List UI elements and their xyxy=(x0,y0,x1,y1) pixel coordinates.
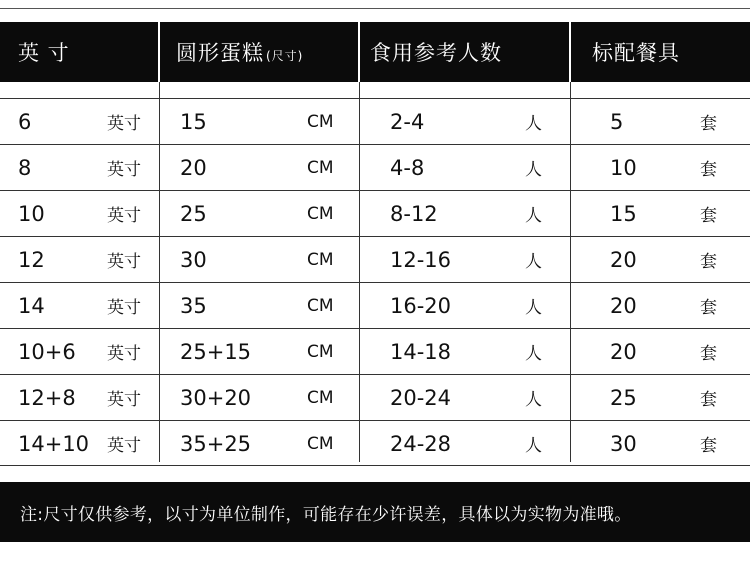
table-row xyxy=(0,190,750,236)
people-value: 12-16 xyxy=(390,247,452,272)
header-tableware xyxy=(592,22,680,82)
inch-unit: 英寸 xyxy=(107,344,141,364)
sets-unit: 套 xyxy=(700,390,717,410)
inch-unit: 英寸 xyxy=(107,390,141,410)
header-servings-label: 食用参考人数 xyxy=(370,41,502,65)
cm-value: 30 xyxy=(180,247,207,272)
people-value: 4-8 xyxy=(390,155,425,180)
inch-unit: 英寸 xyxy=(107,252,141,272)
people-unit: 人 xyxy=(525,298,542,318)
cm-value: 35+25 xyxy=(180,431,252,456)
table-row xyxy=(0,98,750,144)
table-row xyxy=(0,328,750,374)
cm-value: 30+20 xyxy=(180,385,252,410)
people-value: 24-28 xyxy=(390,431,452,456)
inch-unit: 英寸 xyxy=(107,114,141,134)
cm-unit: CM xyxy=(307,433,334,454)
people-unit: 人 xyxy=(525,436,542,456)
sets-value: 20 xyxy=(610,293,637,318)
sets-value: 10 xyxy=(610,155,637,180)
people-unit: 人 xyxy=(525,114,542,134)
header-tableware-label: 标配餐具 xyxy=(592,41,680,65)
sets-unit: 套 xyxy=(700,206,717,226)
table-row xyxy=(0,374,750,420)
size-table-body xyxy=(0,98,750,466)
inch-value: 10+6 xyxy=(18,339,76,364)
sets-unit: 套 xyxy=(700,298,717,318)
header-inch-label: 英 寸 xyxy=(18,41,70,65)
table-row xyxy=(0,420,750,466)
footer-note: 注:尺寸仅供参考，以寸为单位制作，可能存在少许误差，具体以为实物为准哦。 xyxy=(20,504,632,525)
sets-value: 5 xyxy=(610,109,624,134)
people-unit: 人 xyxy=(525,390,542,410)
people-value: 14-18 xyxy=(390,339,452,364)
inch-unit: 英寸 xyxy=(107,206,141,226)
sets-unit: 套 xyxy=(700,436,717,456)
header-cake-size-note: (尺寸) xyxy=(266,48,304,63)
cm-unit: CM xyxy=(307,111,334,132)
people-value: 2-4 xyxy=(390,109,425,134)
people-value: 8-12 xyxy=(390,201,438,226)
inch-value: 14 xyxy=(18,293,45,318)
people-unit: 人 xyxy=(525,160,542,180)
inch-unit: 英寸 xyxy=(107,160,141,180)
cm-value: 15 xyxy=(180,109,207,134)
header-cake-size xyxy=(176,22,303,82)
header-divider xyxy=(358,22,360,82)
inch-unit: 英寸 xyxy=(107,436,141,456)
header-divider xyxy=(569,22,571,82)
cm-value: 25+15 xyxy=(180,339,252,364)
inch-value: 12+8 xyxy=(18,385,76,410)
table-row xyxy=(0,282,750,328)
sets-value: 25 xyxy=(610,385,637,410)
header-cake-size-label: 圆形蛋糕 xyxy=(176,41,264,65)
cm-unit: CM xyxy=(307,203,334,224)
cm-unit: CM xyxy=(307,341,334,362)
header-inch xyxy=(18,22,70,82)
sets-unit: 套 xyxy=(700,160,717,180)
cm-value: 20 xyxy=(180,155,207,180)
top-rule xyxy=(0,8,750,9)
inch-value: 12 xyxy=(18,247,45,272)
cm-unit: CM xyxy=(307,295,334,316)
people-value: 16-20 xyxy=(390,293,452,318)
cm-unit: CM xyxy=(307,249,334,270)
inch-value: 6 xyxy=(18,109,32,134)
table-row xyxy=(0,236,750,282)
cm-unit: CM xyxy=(307,157,334,178)
people-value: 20-24 xyxy=(390,385,452,410)
header-servings xyxy=(370,22,502,82)
inch-value: 8 xyxy=(18,155,32,180)
people-unit: 人 xyxy=(525,344,542,364)
inch-value: 14+10 xyxy=(18,431,90,456)
header-divider xyxy=(158,22,160,82)
sets-value: 20 xyxy=(610,339,637,364)
sets-value: 20 xyxy=(610,247,637,272)
sets-value: 30 xyxy=(610,431,637,456)
inch-unit: 英寸 xyxy=(107,298,141,318)
table-header xyxy=(0,22,750,82)
header-spacer xyxy=(0,82,750,98)
cm-value: 25 xyxy=(180,201,207,226)
sets-unit: 套 xyxy=(700,252,717,272)
sets-unit: 套 xyxy=(700,344,717,364)
people-unit: 人 xyxy=(525,206,542,226)
footer-note-bar xyxy=(0,482,750,542)
cm-value: 35 xyxy=(180,293,207,318)
table-row xyxy=(0,144,750,190)
sets-value: 15 xyxy=(610,201,637,226)
cm-unit: CM xyxy=(307,387,334,408)
inch-value: 10 xyxy=(18,201,45,226)
people-unit: 人 xyxy=(525,252,542,272)
sets-unit: 套 xyxy=(700,114,717,134)
